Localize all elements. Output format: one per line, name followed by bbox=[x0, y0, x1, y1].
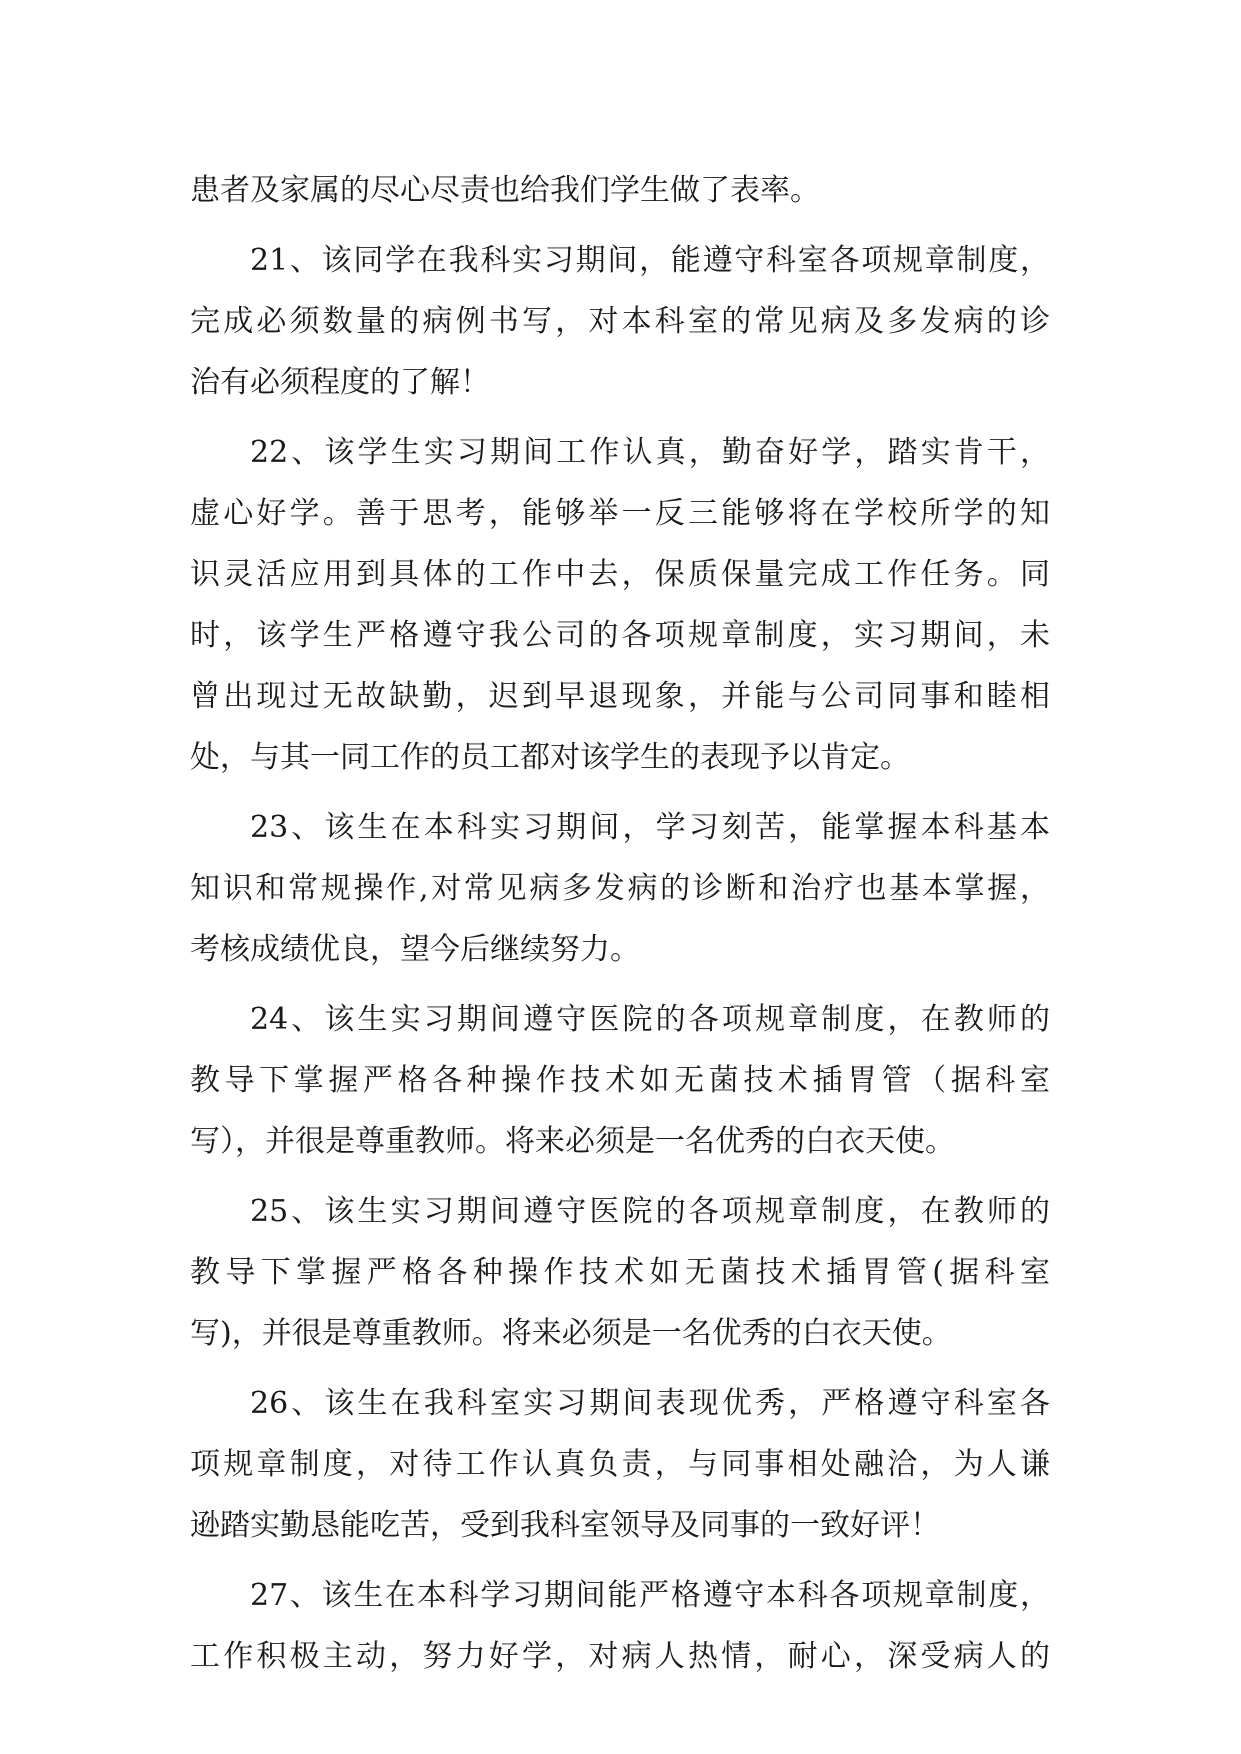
paragraph-25 bbox=[190, 1181, 1050, 1364]
paragraph-21 bbox=[190, 230, 1050, 413]
text-line: 26、该生在我科室实习期间表现优秀，严格遵守科室各 bbox=[250, 1386, 1050, 1421]
document-body bbox=[190, 160, 1050, 1696]
text-line: 21、该同学在我科实习期间，能遵守科室各项规章制度， bbox=[250, 243, 1050, 278]
text-line: 处，与其一同工作的员工都对该学生的表现予以肯定。 bbox=[190, 740, 910, 775]
text-line: 识灵活应用到具体的工作中去，保质保量完成工作任务。同 bbox=[190, 557, 1050, 592]
text-line: 知识和常规操作,对常见病多发病的诊断和治疗也基本掌握， bbox=[190, 871, 1050, 906]
text-line: 时，该学生严格遵守我公司的各项规章制度，实习期间，未 bbox=[190, 618, 1050, 653]
text-line: 24、该生实习期间遵守医院的各项规章制度，在教师的 bbox=[250, 1002, 1050, 1037]
paragraph-22 bbox=[190, 422, 1050, 788]
paragraph-24 bbox=[190, 989, 1050, 1172]
text-line: 教导下掌握严格各种操作技术如无菌技术插胃管(据科室 bbox=[190, 1255, 1050, 1290]
text-line: 曾出现过无故缺勤，迟到早退现象，并能与公司同事和睦相 bbox=[190, 679, 1050, 714]
text-line: 教导下掌握严格各种操作技术如无菌技术插胃管（据科室 bbox=[190, 1063, 1050, 1098]
text-line: 25、该生实习期间遵守医院的各项规章制度，在教师的 bbox=[250, 1194, 1050, 1229]
text-line: 考核成绩优良，望今后继续努力。 bbox=[190, 932, 640, 967]
text-line: 27、该生在本科学习期间能严格遵守本科各项规章制度， bbox=[250, 1578, 1050, 1613]
text-line: 治有必须程度的了解！ bbox=[190, 365, 490, 400]
text-line: 写），并很是尊重教师。将来必须是一名优秀的白衣天使。 bbox=[190, 1124, 955, 1159]
paragraph-27 bbox=[190, 1565, 1050, 1687]
text-line: 逊踏实勤恳能吃苦，受到我科室领导及同事的一致好评！ bbox=[190, 1508, 940, 1543]
text-line: 患者及家属的尽心尽责也给我们学生做了表率。 bbox=[190, 173, 820, 208]
text-line: 完成必须数量的病例书写，对本科室的常见病及多发病的诊 bbox=[190, 304, 1050, 339]
text-line: 22、该学生实习期间工作认真，勤奋好学，踏实肯干， bbox=[250, 435, 1050, 470]
paragraph-23 bbox=[190, 797, 1050, 980]
text-line: 工作积极主动，努力好学，对病人热情，耐心，深受病人的 bbox=[190, 1639, 1050, 1674]
paragraph-continuation bbox=[190, 160, 1050, 221]
paragraph-26 bbox=[190, 1373, 1050, 1556]
text-line: 虚心好学。善于思考，能够举一反三能够将在学校所学的知 bbox=[190, 496, 1050, 531]
text-line: 项规章制度，对待工作认真负责，与同事相处融洽，为人谦 bbox=[190, 1447, 1050, 1482]
text-line: 23、该生在本科实习期间，学习刻苦，能掌握本科基本 bbox=[250, 810, 1050, 845]
text-line: 写)，并很是尊重教师。将来必须是一名优秀的白衣天使。 bbox=[190, 1316, 952, 1351]
